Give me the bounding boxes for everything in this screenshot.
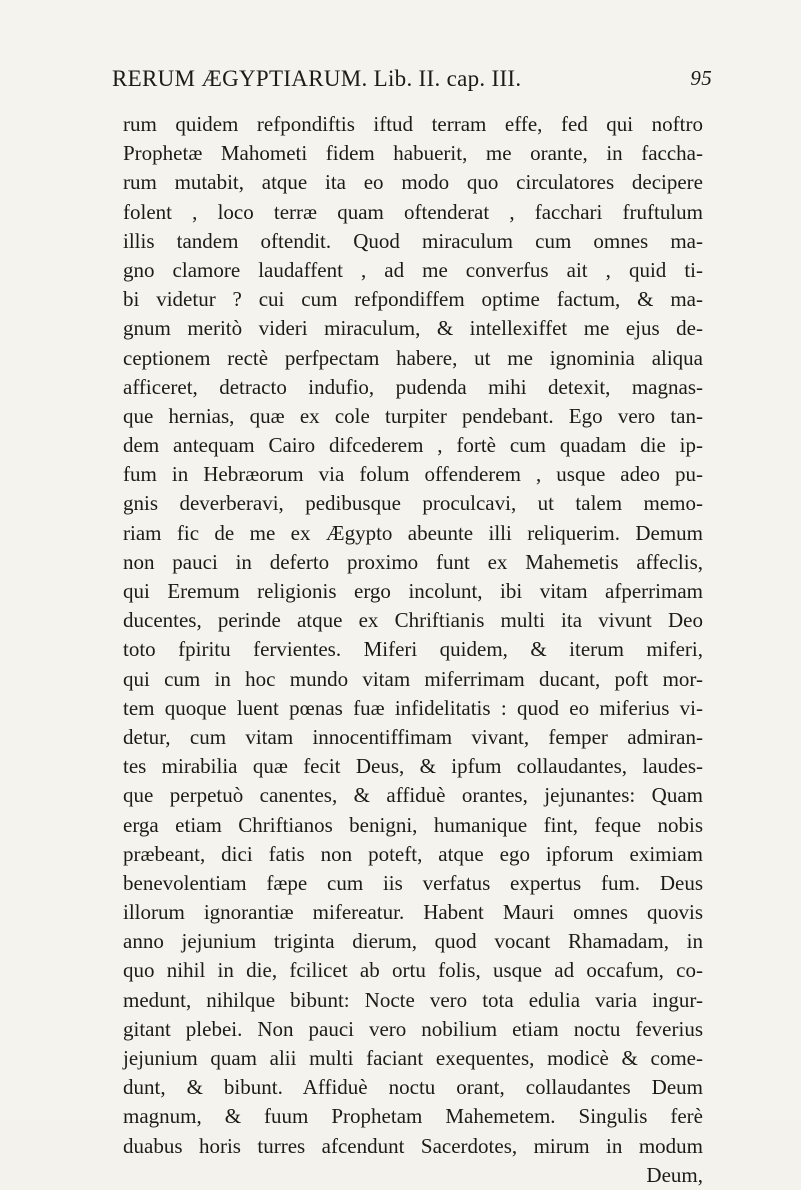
text-line: Prophetæ Mahometi fidem habuerit, me orante, in faccha- — [123, 141, 703, 166]
text-line: jejunium quam alii multi faciant exequentes, modicè & come- — [123, 1046, 703, 1070]
text-line: dem antequam Cairo difcederem , fortè cum quadam die ip- — [123, 433, 703, 458]
text-line: que hernias, quæ ex cole turpiter pendebant. Ego vero tan- — [123, 403, 703, 428]
text-line: qui Eremum religionis ergo incolunt, ibi vitam afperrimam — [123, 579, 703, 603]
text-line: erga etiam Chriftianos benigni, humanique fint, feque nobis — [123, 812, 703, 837]
text-line: magnum, & fuum Prophetam Mahemetem. Singulis ferè — [123, 1104, 703, 1129]
text-line: folent , loco terræ quam oftenderat , facchari fruftulum — [123, 199, 703, 224]
text-line: illis tandem oftendit. Quod miraculum cum omnes ma- — [123, 228, 703, 253]
text-line: illorum ignorantiæ mifereatur. Habent Mauri omnes quovis — [123, 900, 703, 925]
text-line: duabus horis turres afcendunt Sacerdotes, mirum in modum — [123, 1133, 703, 1158]
text-line: medunt, nihilque bibunt: Nocte vero tota edulia varia ingur- — [123, 987, 703, 1012]
catchword-line: Deum, — [646, 1162, 703, 1187]
body-text — [123, 110, 703, 1190]
text-line: fum in Hebræorum via folum offenderem , usque adeo pu- — [123, 462, 703, 487]
text-line: tem quoque luent pœnas fuæ infidelitatis : quod eo miferius vi- — [123, 695, 703, 720]
text-line: bi videtur ? cui cum refpondiffem optime factum, & ma- — [123, 287, 703, 312]
text-line: non pauci in deferto proximo funt ex Mahemetis affeclis, — [123, 549, 703, 574]
text-line: qui cum in hoc mundo vitam miferrimam ducant, poft mor- — [123, 666, 703, 691]
text-line: tes mirabilia quæ fecit Deus, & ipfum collaudantes, laudes- — [123, 754, 703, 779]
text-line: ceptionem rectè perfpectam habere, ut me ignominia aliqua — [123, 345, 703, 370]
running-title: RERUM ÆGYPTIARUM. Lib. II. cap. III. — [112, 66, 522, 91]
text-line: detur, cum vitam innocentiffimam vivant, femper admiran- — [123, 724, 703, 749]
text-line: riam fic de me ex Ægypto abeunte illi reliquerim. Demum — [123, 520, 703, 545]
text-line: gno clamore laudaffent , ad me converfus ait , quid ti- — [123, 257, 703, 282]
text-line: ducentes, perinde atque ex Chriftianis multi ita vivunt Deo — [123, 608, 703, 633]
text-line: gitant plebei. Non pauci vero nobilium etiam noctu feverius — [123, 1016, 703, 1041]
text-line: rum quidem refpondiftis iftud terram effe, fed qui noftro — [123, 112, 703, 136]
text-line: rum mutabit, atque ita eo modo quo circulatores decipere — [123, 170, 703, 195]
text-line: afficeret, detracto indufio, pudenda mihi detexit, magnas- — [123, 374, 703, 399]
text-line: benevolentiam fæpe cum iis verfatus expertus fum. Deus — [123, 870, 703, 895]
text-line: quo nihil in die, fcilicet ab ortu folis, usque ad occafum, co- — [123, 958, 703, 983]
text-line: gnis deverberavi, pedibusque proculcavi, ut talem memo- — [123, 491, 703, 516]
running-head — [112, 66, 712, 96]
page-number: 95 — [690, 66, 712, 90]
text-line: præbeant, dici fatis non poteft, atque ego ipforum eximiam — [123, 841, 703, 866]
text-line: que perpetuò canentes, & affiduè orantes, jejunantes: Quam — [123, 783, 703, 808]
text-line: anno jejunium triginta dierum, quod vocant Rhamadam, in — [123, 929, 703, 954]
text-line: dunt, & bibunt. Affiduè noctu orant, collaudantes Deum — [123, 1075, 703, 1100]
text-line: gnum meritò videri miraculum, & intellexiffet me ejus de- — [123, 316, 703, 341]
text-line: toto fpiritu fervientes. Miferi quidem, & iterum miferi, — [123, 637, 703, 662]
